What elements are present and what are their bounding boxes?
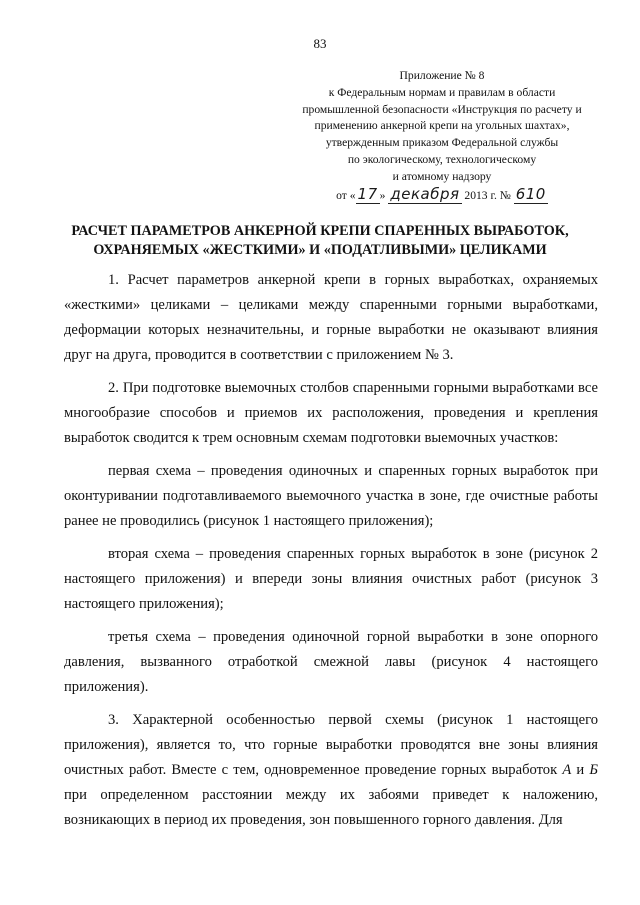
date-prefix: от « (336, 188, 356, 202)
date-mid: » (379, 188, 386, 202)
paragraph-scheme-2: вторая схема – проведения спаренных горных выработок в зоне (рисунок 2 настоящего приложения) и впереди зоны влияния очистных работ (рисунок 3 настоящего приложения); (64, 546, 598, 612)
document-title (40, 222, 600, 260)
document-body (64, 268, 598, 833)
paragraph-3-text: 3. Характерной особенностью первой схемы (рисунок 1 настоящего приложения), является то, что горные выработки проводятся вне зоны влияния очистных работ. Вместе с тем, одновременное проведение горных выработок (64, 712, 598, 778)
appendix-header (292, 68, 592, 204)
excavation-a-label: А (562, 762, 572, 778)
appendix-line: промышленной безопасности «Инструкция по расчету и (302, 102, 582, 116)
date-year: 2013 г. № (464, 188, 511, 202)
title-line-1: РАСЧЕТ ПАРАМЕТРОВ АНКЕРНОЙ КРЕПИ СПАРЕННЫХ ВЫРАБОТОК, (71, 223, 569, 239)
paragraph-3-text: и (571, 762, 590, 778)
order-date-line (292, 186, 592, 205)
appendix-line: применению анкерной крепи на угольных шахтах», (314, 119, 570, 133)
paragraph-1: 1. Расчет параметров анкерной крепи в горных выработках, охраняемых «жесткими» целиками – целиками между спаренными горными выработками, деформации которых незначительны, и горные выработки не оказывают влияния друг на друга, проводится в соответствии с приложением № 3. (64, 272, 598, 363)
title-line-2: ОХРАНЯЕМЫХ «ЖЕСТКИМИ» И «ПОДАТЛИВЫМИ» ЦЕЛИКАМИ (93, 242, 547, 258)
page-number: 83 (313, 36, 327, 51)
handwritten-order-number: 610 (515, 184, 546, 203)
appendix-line: и атомному надзору (392, 169, 492, 183)
appendix-line: по экологическому, технологическому (347, 152, 537, 166)
appendix-line: к Федеральным нормам и правилам в области (328, 85, 556, 99)
appendix-line: утвержденным приказом Федеральной службы (325, 136, 559, 150)
paragraph-scheme-3: третья схема – проведения одиночной горной выработки в зоне опорного давления, вызванного отработкой смежной лавы (рисунок 4 настоящего приложения). (64, 629, 598, 695)
paragraph-3 (64, 708, 598, 833)
handwritten-day: 17 (357, 184, 378, 203)
handwritten-month: декабря (390, 184, 460, 203)
paragraph-3-text: при определенном расстоянии между их забоями приведет к наложению, возникающих в период их проведения, зон повышенного горного давления. Для (64, 787, 598, 828)
excavation-b-label: Б (589, 762, 598, 778)
paragraph-scheme-1: первая схема – проведения одиночных и спаренных горных выработок при оконтуривании подготавливаемого выемочного участка в зоне, где очистные работы ранее не проводились (рисунок 1 настоящего приложения); (64, 463, 598, 529)
appendix-title: Приложение № 8 (399, 69, 485, 82)
paragraph-2: 2. При подготовке выемочных столбов спаренными горными выработками все многообразие способов и приемов их расположения, проведения и крепления выработок сводится к трем основным схемам подготовки выемочных участков: (64, 380, 598, 446)
